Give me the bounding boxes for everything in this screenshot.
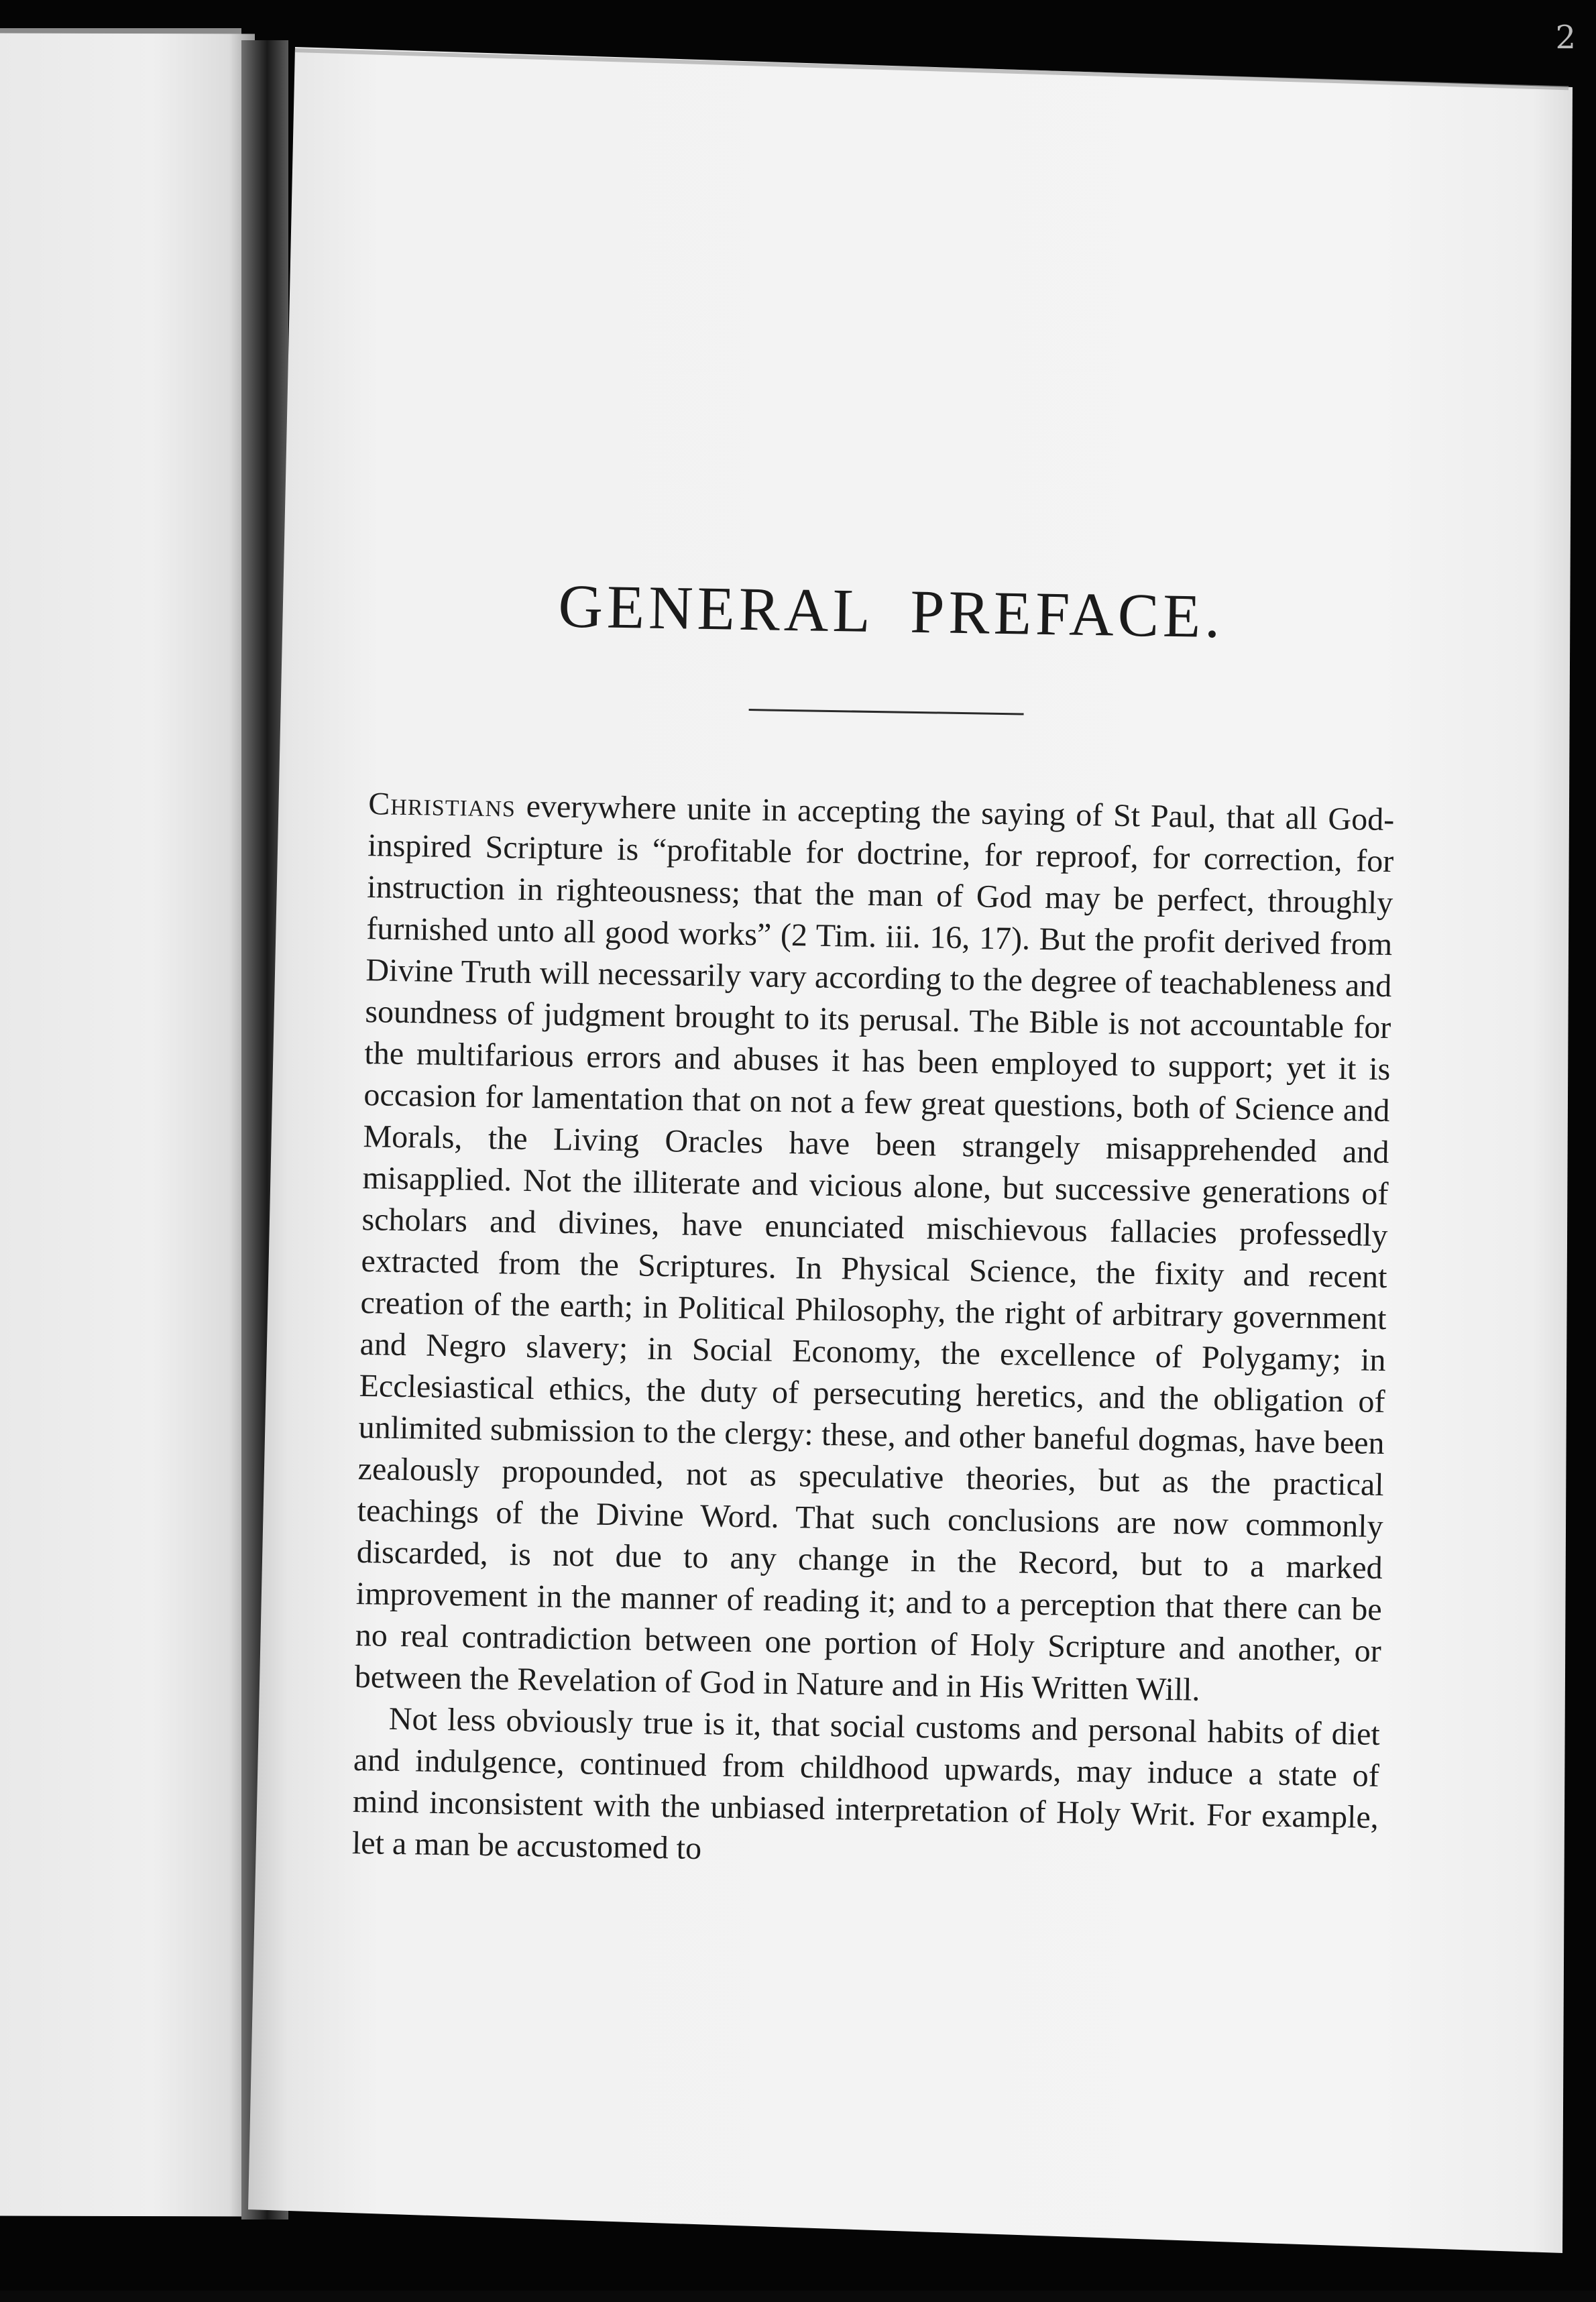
paragraph-2 — [352, 1698, 1381, 1880]
paragraph-1-lead: Christians — [367, 786, 516, 824]
body-text — [352, 783, 1395, 1880]
page-title: GENERAL PREFACE. — [557, 571, 1225, 651]
page-corner-mark: 2 — [1555, 19, 1576, 56]
paragraph-2-text: Not less obviously true is it, that social customs and personal habits of diet and indulgence, continued from childhood upwards, may induce a state of mind inconsistent with the unbiased interpretation of Holy Writ. For example, let a man be accustomed to — [351, 1701, 1381, 1867]
paragraph-1 — [354, 783, 1394, 1714]
paragraph-1-text: everywhere unite in accepting the saying of St Paul, that all God-inspired Scripture is “profitable for doctrine, for reproof, for correction, for instruction in righteousness; that the man of God may be perfect, throughly furnished unto all good works” (2 Tim. iii. 16, 17). But the profit derived from Divine Truth will necessarily vary according to the degree of teachableness and soundness of judgment brought to its perusal. The Bible is not accountable for the multifarious errors and abuses it has been employed to support; yet it is occasion for lamentation that on not a few great questions, both of Science and Morals, the Living Oracles have been strangely misapprehended and misapplied. Not the illiterate and vicious alone, but successive generations of scholars and divines, have enunciated mischievous fallacies professedly extracted from the Scriptures. In Physical Science, the fixity and recent creation of the earth; in Political Philosophy, the right of arbitrary government and Negro slavery; in Social Economy, the excellence of Polygamy; in Ecclesiastical ethics, the duty of persecuting heretics, and the obligation of unlimited submission to the clergy: these, and other baneful dogmas, have been zealously propounded, not as speculative theories, but as the practical teachings of the Divine Word. That such conclusions are now commonly discarded, is not due to any change in the Record, but to a marked improvement in the manner of reading it; and to a perception that there can be no real contradiction between one portion of Holy Scripture and another, or between the Revelation of God in Nature and in His Written Will. — [354, 788, 1395, 1708]
title-rule — [749, 709, 1024, 715]
